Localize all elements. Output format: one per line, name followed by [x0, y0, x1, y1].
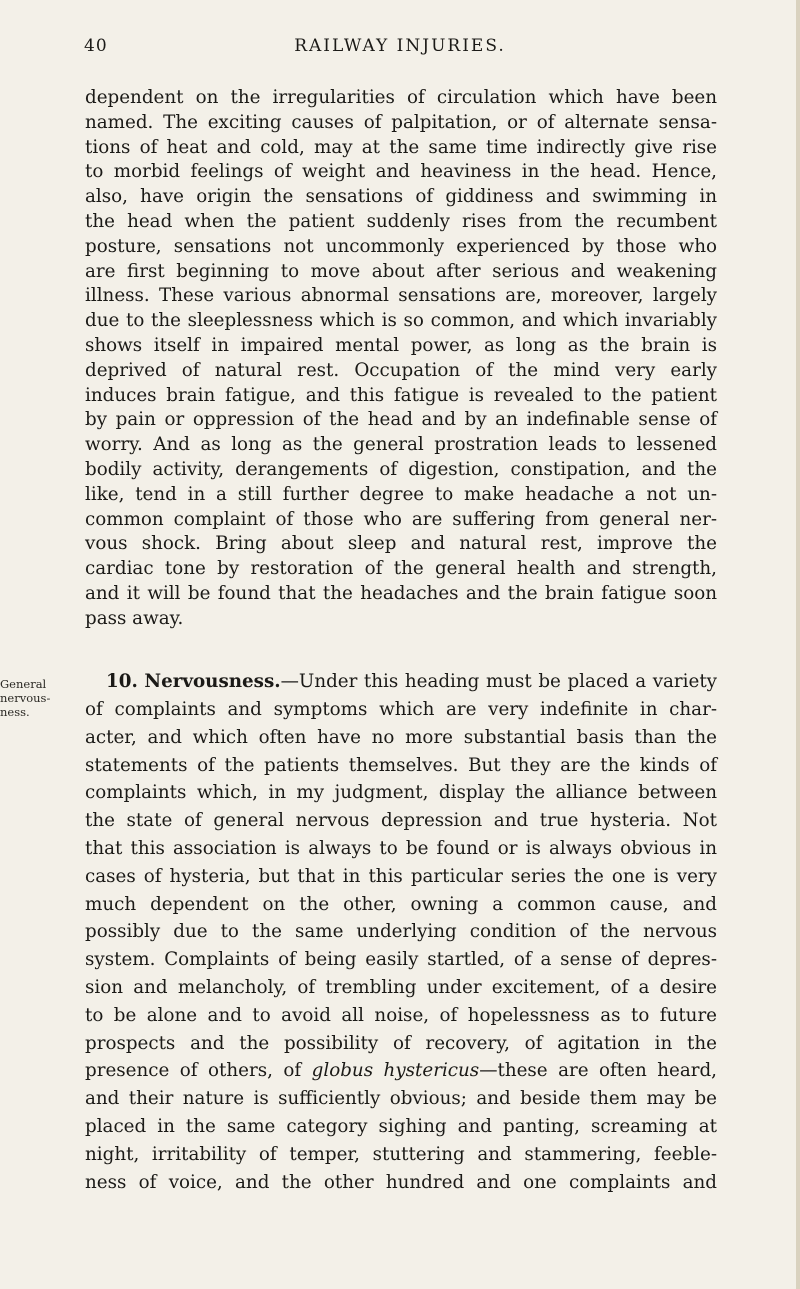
sidenote-line: General [0, 677, 47, 691]
text-line: by pain or oppression of the head and by an indefinable sense of [85, 409, 717, 431]
section-first-line [106, 670, 717, 694]
text-line: cases of hysteria, but that in this particular series the one is very [85, 865, 717, 887]
text-line: of complaints and symptoms which are very indefinite in char- [85, 699, 717, 720]
text-line: and their nature is sufficiently obvious; and beside them may be [85, 1088, 717, 1110]
text-line: much dependent on the other, owning a common cause, and [85, 893, 717, 915]
text-line: due to the sleeplessness which is so common, and which invariably [85, 310, 717, 332]
text-line: sion and melancholy, of trembling under excitement, of a desire [85, 977, 717, 998]
text-line: tions of heat and cold, may at the same time indirectly give rise [85, 136, 717, 158]
text-line: statements of the patients themselves. But they are the kinds of [85, 754, 717, 776]
text-line: ness of voice, and the other hundred and one complaints and [85, 1171, 717, 1193]
text-line: that this association is always to be found or is always obvious in [85, 838, 717, 859]
text-line: the state of general nervous depression and true hysteria. Not [85, 810, 717, 832]
text-line: common complaint of those who are suffering from general ner- [85, 508, 717, 530]
text-line: cardiac tone by restoration of the general health and strength, [85, 558, 717, 580]
text-line: acter, and which often have no more substantial basis than the [85, 726, 717, 748]
text-line: vous shock. Bring about sleep and natural rest, improve the [85, 533, 717, 555]
section-heading: Nervousness. [144, 671, 281, 692]
running-title: RAILWAY INJURIES. [294, 36, 506, 56]
text-line: prospects and the possibility of recovery, of agitation in the [85, 1032, 717, 1054]
page-number: 40 [84, 36, 108, 56]
text-line: to be alone and to avoid all noise, of hopelessness as to future [85, 1004, 717, 1026]
text-line: like, tend in a still further degree to make headache a not un- [85, 483, 717, 505]
text-line: named. The exciting causes of palpitation, or of alternate sensa- [85, 111, 717, 133]
text-line: posture, sensations not uncommonly experienced by those who [85, 235, 717, 257]
text-line: also, have origin the sensations of giddiness and swimming in [85, 186, 717, 208]
text-line: induces brain fatigue, and this fatigue is revealed to the patient [85, 384, 717, 406]
sidenote-line: ness. [0, 705, 30, 719]
text-line: system. Complaints of being easily startled, of a sense of depres- [85, 949, 717, 971]
section-first-line-text: —Under this heading must be placed a variety [280, 671, 717, 692]
sidenote-line: nervous- [0, 691, 51, 705]
text-line: the head when the patient suddenly rises from the recumbent [85, 211, 717, 232]
running-head [84, 36, 716, 62]
text-line: and it will be found that the headaches and the brain fatigue soon [85, 583, 717, 604]
text-line: placed in the same category sighing and panting, screaming at [85, 1116, 717, 1137]
text-line: illness. These various abnormal sensations are, moreover, largely [85, 285, 717, 307]
text-line: possibly due to the same underlying condition of the nervous [85, 921, 717, 943]
text-line: to morbid feelings of weight and heaviness in the head. Hence, [85, 161, 717, 183]
text-line: worry. And as long as the general prostration leads to lessened [85, 434, 717, 456]
text-line: presence of others, of globus hystericus—these are often heard, [85, 1060, 717, 1082]
text-line: bodily activity, derangements of digestion, constipation, and the [85, 459, 717, 480]
text-line: shows itself in impaired mental power, as long as the brain is [85, 335, 717, 356]
text-line: night, irritability of temper, stuttering and stammering, feeble- [85, 1143, 717, 1165]
text-line: dependent on the irregularities of circulation which have been [85, 87, 717, 108]
text-line: pass away. [85, 607, 184, 629]
text-line: are first beginning to move about after serious and weakening [85, 260, 717, 282]
page-edge [796, 0, 800, 1289]
text-line: deprived of natural rest. Occupation of the mind very early [85, 359, 717, 381]
text-line: complaints which, in my judgment, display the alliance between [85, 782, 717, 804]
section-number: 10. [106, 671, 138, 692]
